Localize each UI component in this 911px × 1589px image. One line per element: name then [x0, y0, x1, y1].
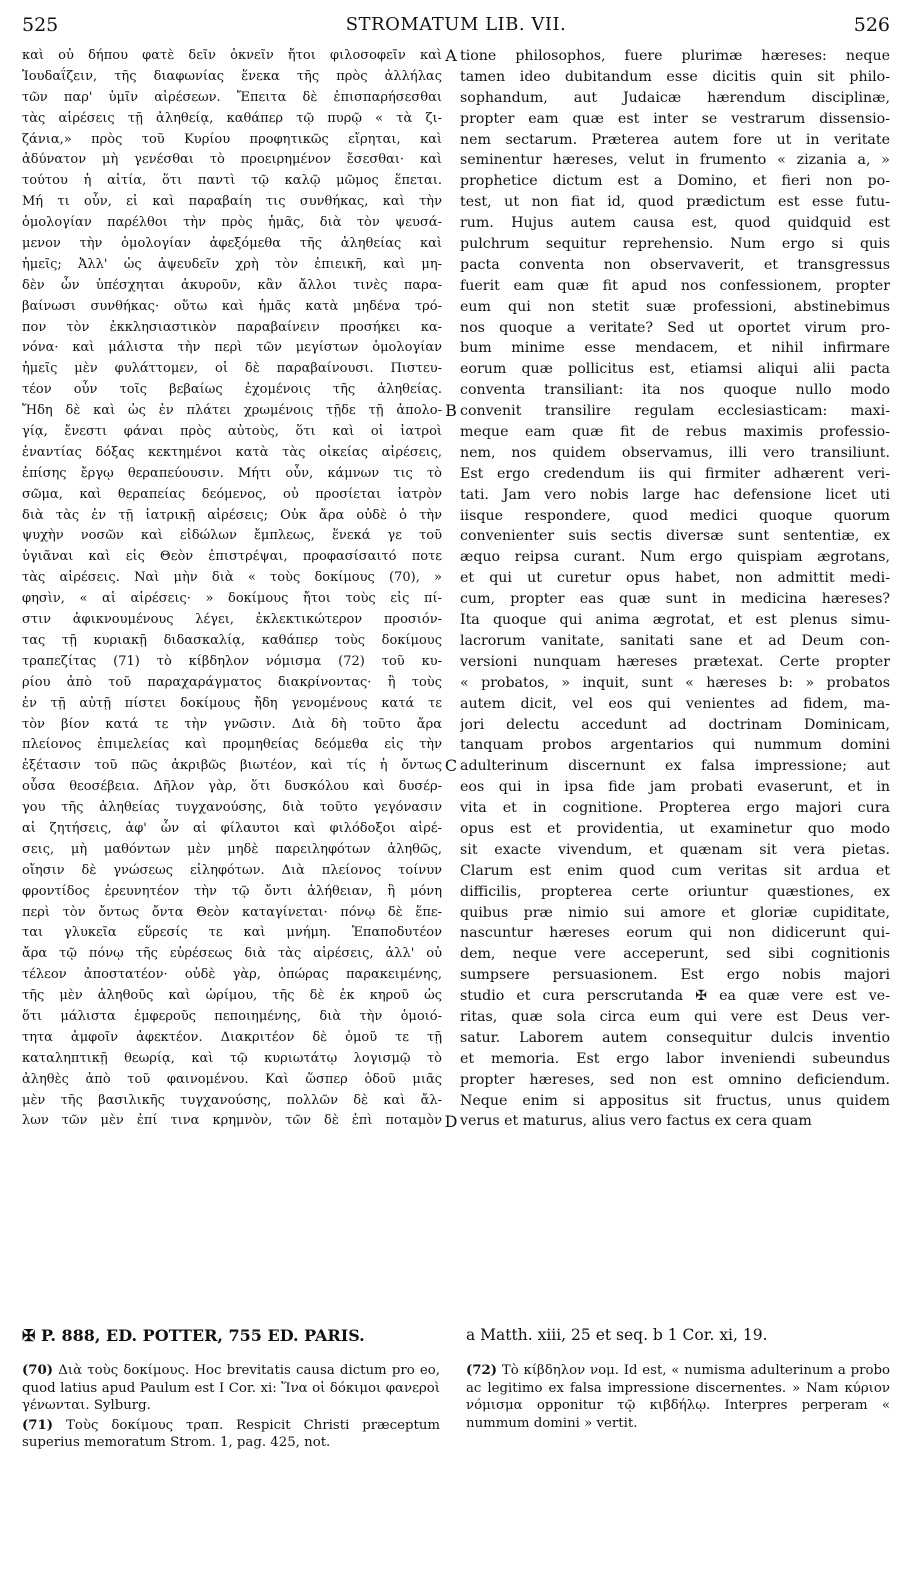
text-line: lacrorum vanitate, sanitati sane et ad Deum con-	[460, 632, 890, 649]
text-line: Ἤδη δὲ καὶ ὡς ἐν πλάτει χρωμένοις τῇδε τῇ ἀπολο-	[22, 403, 442, 419]
text-line: pacta conventa non observaverit, et transgressus	[460, 256, 890, 273]
text-line: Est ergo credendum iis qui firmiter adhærent veri-	[460, 465, 890, 482]
edition-note: ✠ P. 888, ED. POTTER, 755 ED. PARIS.	[22, 1326, 365, 1345]
text-line: νόνα· καὶ μάλιστα τὴν περὶ τῶν μεγίστων ὁμολογίαν	[22, 340, 442, 356]
text-line: σῶμα, καὶ θεραπείας δεόμενος, οὐ προσίεται ἰατρὸν	[22, 486, 442, 502]
text-line: iisque respondere, quod medici quoque quorum	[460, 507, 890, 524]
text-line: rum. Hujus autem causa est, quod quidquid est	[460, 215, 890, 232]
text-line: autem dicit, vel eos qui venientes ad fidem, ma-	[460, 695, 890, 712]
latin-text-column	[460, 46, 890, 1132]
text-line: verus et maturus, alius vero factus ex cera quam	[460, 1113, 812, 1130]
text-line: περὶ τὸν ὄντως ὄντα Θεὸν καταγίνεται· πόνῳ δὲ ἕπε-	[22, 904, 442, 920]
text-line: et qui ut curetur opus habet, non admittit medi-	[460, 570, 890, 587]
text-line: πον τὸν ἐκκλησιαστικὸν παραβαίνειν προσήκει κα-	[22, 319, 442, 335]
text-line: sophandum, aut Judaicæ hærendum disciplinæ,	[460, 89, 890, 106]
text-line: στιν ἀφικνουμένους λέγει, ἐκλεκτικώτερον προσιόν-	[22, 612, 442, 628]
text-line: ἐν τῇ αὐτῇ πίστει δοκίμους ἤδη γενομένους κατά τε	[22, 695, 442, 711]
text-line: prophetice dictum est a Domino, et fieri non po-	[460, 173, 890, 190]
text-line: βαίνωσι συνθήκας· οὕτω καὶ ἡμᾶς κατὰ μηδένα τρό-	[22, 298, 442, 314]
running-title: STROMATUM LIB. VII.	[345, 14, 567, 35]
footnote	[466, 1362, 890, 1432]
text-line: et memoria. Est ergo labor inveniendi subeundus	[460, 1050, 890, 1067]
footnote-number: (72)	[466, 1363, 498, 1378]
footnote-text: Διὰ τοὺς δοκίμους. Hoc brevitatis causa dictum pro eo, quod latius apud Paulum est I Cor. xi: Ἵνα οἱ δόκιμοι φανεροὶ γένωνται. Sylburg.	[22, 1363, 440, 1413]
text-line: μενον τὴν ὁμολογίαν ἀφεξόμεθα τῆς ἀληθείας καὶ	[22, 236, 442, 252]
text-line: « probatos, » inquit, sunt « hæreses b: » probatos	[460, 674, 890, 691]
text-line: cum, propter eas quæ sunt in medicina hæreses?	[460, 591, 890, 608]
text-line: pulchrum sequitur reprehensio. Num ergo si quis	[460, 236, 890, 253]
text-line: φροντίδος ἐρευνητέον τὴν τῷ ὄντι ἀλήθειαν, ἣ μόνη	[22, 883, 442, 899]
text-line: Μή τι οὖν, εἰ καὶ παραβαίη τις συνθήκας, καὶ τὴν	[22, 194, 442, 210]
text-line: ἐπίσης ἔργῳ θεραπεύουσιν. Μήτι οὖν, κάμνων τις τὸ	[22, 465, 442, 481]
footnote	[22, 1417, 440, 1452]
footnote-text: Τὸ κίβδηλον νομ. Id est, « numisma adulterinum a probo ac legitimo ex falsa impressione discernentes. » Nam κύριον νόμισμα opponitur τῷ κιβδήλῳ. Interpres perperam « nummum domini » vertit.	[466, 1363, 890, 1431]
text-line: convenienter suis sectis diversæ sunt sententiæ, ex	[460, 528, 890, 545]
page-number-right: 526	[853, 14, 890, 36]
text-line: meque eam quæ fit de rebus maximis professio-	[460, 424, 890, 441]
text-line: ἄρα τῷ πόνῳ τῆς εὑρέσεως διὰ τὰς αἱρέσεις, ἀλλ' οὐ	[22, 946, 442, 962]
text-line: eum qui non stetit suæ professioni, abstinebimus	[460, 298, 890, 315]
text-line: jori delectu accedunt ad doctrinam Dominicam,	[460, 716, 890, 733]
text-line: propter hæreses, sed non est omnino deficiendum.	[460, 1071, 890, 1088]
text-line: γίᾳ, ἔνεστι φάναι πρὸς αὐτοὺς, ὅτι καὶ οἱ ἰατροὶ	[22, 424, 442, 440]
text-line: τὸν βίον κατά τε τὴν γνῶσιν. Διὰ δὴ τοῦτο ἄρα	[22, 716, 442, 732]
text-line: sumpsere persuasionem. Est ergo nobis majori	[460, 967, 890, 984]
text-line: διὰ τὰς ἐν τῇ ἰατρικῇ αἱρέσεις; Οὐκ ἄρα οὐδὲ ὁ τὴν	[22, 507, 442, 523]
margin-mark-d: D	[444, 1112, 458, 1131]
text-line: tione philosophos, fuere plurimæ hæreses: neque	[460, 48, 890, 64]
text-line: καταληπτικῇ θεωρίᾳ, καὶ τῷ κυριωτάτῳ λογισμῷ τὸ	[22, 1050, 442, 1066]
text-line: Ἰουδαΐζειν, τῆς διαφωνίας ἕνεκα τῆς πρὸς ἀλλήλας	[22, 68, 442, 84]
text-line: μὲν τῆς βασιλικῆς τυγχανούσης, πολλῶν δὲ καὶ ἄλ-	[22, 1092, 442, 1108]
text-line: ἡμεῖς; Ἀλλ' ὡς ἀψευδεῖν χρὴ τὸν ἐπιεικῆ, καὶ μη-	[22, 256, 442, 272]
text-line: nem, nos quidem observamus, illi vero transiliunt.	[460, 444, 890, 461]
text-line: test, ut non fiat id, quod prædictum est esse futu-	[460, 194, 890, 211]
text-line: οὖσα θεοσέβεια. Δῆλον γὰρ, ὅτι δυσκόλου καὶ δυσέρ-	[22, 779, 442, 795]
text-line: nem sectarum. Præterea autem fore ut in veritate	[460, 131, 890, 148]
text-line: τέλεον ἀποστατέον· οὐδὲ γὰρ, ὀπώρας παρακειμένης,	[22, 967, 442, 983]
footnote-number: (71)	[22, 1417, 54, 1433]
text-line: dem, neque vere acceperunt, sed sibi cognitionis	[460, 946, 890, 963]
text-line: σεις, μὴ μαθόντων μὲν μηδὲ παρειληφότων ἀληθῶς,	[22, 841, 442, 857]
text-line: δὲν ὧν ὑπέσχηται ἀκυροῦν, κἂν ἄλλοι τινὲς παρα-	[22, 277, 442, 293]
text-line: opus est et providentia, ut examinetur quo modo	[460, 820, 890, 837]
text-line: satur. Laborem autem consequitur dulcis inventio	[460, 1029, 890, 1046]
footnote	[22, 1362, 440, 1415]
text-line: conventa transiliant: ita nos quoque nullo modo	[460, 382, 890, 399]
text-line: ἀδύνατον μὴ γενέσθαι τὸ προειρημένον ἔσεσθαι· καὶ	[22, 152, 442, 168]
text-line: æquo reipsa curant. Num ergo quispiam ægrotans,	[460, 549, 890, 566]
text-line: τητα ἀμφοῖν ἀφεκτέον. Διακριτέον δὲ ὁμοῦ τε τῇ	[22, 1029, 442, 1045]
margin-mark-c: C	[444, 756, 458, 775]
notes-right-column	[466, 1362, 890, 1434]
text-line: fuerit eam quæ fit apud nos confessionem, propter	[460, 277, 890, 294]
footnote-text: Τοὺς δοκίμους τραπ. Respicit Christi præceptum superius memoratum Strom. 1, pag. 425, not.	[22, 1417, 440, 1450]
text-line: adulterinum discernunt ex falsa impressione; aut	[460, 758, 890, 775]
text-line: φησὶν, « αἱ αἱρέσεις· » δοκίμους ἤτοι τοὺς εἰς πί-	[22, 591, 442, 607]
text-line: ὅτι μάλιστα ἐμφεροῦς πεποιημένης, διὰ τὴν ὁμοιό-	[22, 1008, 442, 1024]
text-line: λων τῶν μὲν ἐπί τινα κρημνὸν, τῶν δὲ ἐπὶ ποταμὸν	[22, 1113, 442, 1129]
text-line: ἐξέτασιν τοῦ πῶς ἀκριβῶς βιωτέον, καὶ τίς ἡ ὄντως	[22, 758, 442, 774]
text-line: quibus præ nimio sui amore et gloriæ cupiditate,	[460, 904, 890, 921]
text-line: τῶν παρ' ὑμῖν αἱρέσεων. Ἔπειτα δὲ ἐπισπαρήσεσθαι	[22, 89, 442, 105]
text-line: sit exacte vivendum, et quænam sit vera pietas.	[460, 841, 890, 858]
text-line: tati. Jam vero nobis large hac defensione licet uti	[460, 486, 890, 503]
margin-mark-b: B	[445, 401, 457, 420]
text-line: αἱ ζητήσεις, ἀφ' ὧν αἱ φίλαυτοι καὶ φιλόδοξοι αἱρέ-	[22, 820, 442, 836]
text-line: πλείονος ἐπιμελείας καὶ προμηθείας δεόμεθα εἰς τὴν	[22, 737, 442, 753]
text-line: τραπεζίτας (71) τὸ κίβδηλον νόμισμα (72) τοῦ κυ-	[22, 653, 442, 669]
margin-mark-a: A	[445, 46, 457, 65]
text-line: convenit transilire regulam ecclesiasticam: maxi-	[460, 403, 890, 420]
greek-text-column	[22, 46, 442, 1132]
text-line: ψυχὴν νοσῶν καὶ εἰδώλων ἔμπλεως, ἕνεκά γε τοῦ	[22, 528, 442, 544]
text-line: ζάνια,» πρὸς τοῦ Κυρίου προφητικῶς εἴρηται, καὶ	[22, 131, 442, 147]
text-line: ἡμεῖς μὲν φυλάττομεν, οἱ δὲ παραβαίνουσι. Πιστευ-	[22, 361, 442, 377]
text-line: τας τῇ κυριακῇ διδασκαλίᾳ, καθάπερ τοὺς δοκίμους	[22, 632, 442, 648]
text-line: τούτου ἡ αἰτία, ὅτι παντὶ τῷ καλῷ μῶμος ἕπεται.	[22, 173, 442, 189]
text-line: τὰς αἱρέσεις τῇ ἀληθείᾳ, καθάπερ τῷ πυρῷ « τὰ ζι-	[22, 110, 442, 126]
notes-left-column	[22, 1362, 440, 1454]
text-line: ὑγιᾶναι καὶ εἰς Θεὸν ἐπιστρέψαι, προφασίσαιτό ποτε	[22, 549, 442, 565]
text-line: studio et cura perscrutanda ✠ ea quæ vere est ve-	[460, 988, 890, 1005]
text-line: versioni nunquam hæreses prætexat. Certe propter	[460, 653, 890, 670]
text-line: ται γλυκεῖα εὕρεσίς τε καὶ μνήμη. Ἐπαποδυτέον	[22, 925, 442, 941]
text-line: ὁμολογίαν παρέλθοι τὴν πρὸς ἡμᾶς, διὰ τὸν ψευσά-	[22, 215, 442, 231]
scripture-footnotes: a Matth. xiii, 25 et seq. b 1 Cor. xi, 19.	[466, 1326, 768, 1344]
text-line: propter eam quæ est inter se vestrarum dissensio-	[460, 110, 890, 127]
text-line: γου τῆς ἀληθείας τυγχανούσης, διὰ τοῦτο γεγόνασιν	[22, 800, 442, 816]
text-line: ἐναντίας δόξας κεκτημένοι κατὰ τὰς οἰκείας αἱρέσεις,	[22, 444, 442, 460]
text-line: καὶ οὐ δήπου φατὲ δεῖν ὀκνεῖν ἤτοι φιλοσοφεῖν καὶ	[22, 48, 442, 63]
text-line: ritas, quæ sola circa eum qui vere est Deus ver-	[460, 1008, 890, 1025]
footnote-number: (70)	[22, 1363, 54, 1378]
text-line: bum minime esse mendacem, et nihil infirmare	[460, 340, 890, 357]
text-line: Ita quoque qui anima ægrotat, et est plenus simu-	[460, 612, 890, 629]
text-line: τέον οὖν τοῖς βεβαίως ἐχομένοις τῆς ἀληθείας.	[22, 382, 442, 398]
text-line: nascuntur hæreses eorum qui non didicerunt qui-	[460, 925, 890, 942]
text-line: seminentur hæreses, velut in frumento « zizania a, »	[460, 152, 890, 169]
text-line: Neque enim si appositus sit fructus, unus quidem	[460, 1092, 890, 1109]
text-line: vita et in cognitione. Propterea ergo majori cura	[460, 800, 890, 817]
text-line: tamen ideo dubitandum esse dicitis quin sit philo-	[460, 68, 890, 85]
text-line: eorum quæ pollicitus est, etiamsi aliqui alii pacta	[460, 361, 890, 378]
text-line: ρίου ἀπὸ τοῦ παραχαράγματος διακρίνοντας· ἢ τοὺς	[22, 674, 442, 690]
running-header	[22, 14, 890, 40]
text-line: Clarum est enim quod cum veritas sit ardua et	[460, 862, 890, 879]
text-line: tanquam probos argentarios qui nummum domini	[460, 737, 890, 754]
text-line: ἀληθὲς ἀπὸ τοῦ φαινομένου. Καὶ ὥσπερ ὁδοῦ μιᾶς	[22, 1071, 442, 1087]
text-line: difficilis, propterea certe oriuntur quæstiones, ex	[460, 883, 890, 900]
text-line: τῆς μὲν ἀληθοῦς καὶ ὡρίμου, τῆς δὲ ἐκ κηροῦ ὡς	[22, 988, 442, 1004]
text-line: οἴησιν δὲ γνώσεως εἰληφότων. Διὰ πλείονος τοίνυν	[22, 862, 442, 878]
text-line: nos quoque a veritate? Sed ut oportet virum pro-	[460, 319, 890, 336]
text-line: eos qui in ipsa fide jam probati evaserunt, et in	[460, 779, 890, 796]
page-number-left: 525	[22, 14, 59, 36]
text-line: τὰς αἱρέσεις. Ναὶ μὴν διὰ « τοὺς δοκίμους (70), »	[22, 570, 442, 586]
